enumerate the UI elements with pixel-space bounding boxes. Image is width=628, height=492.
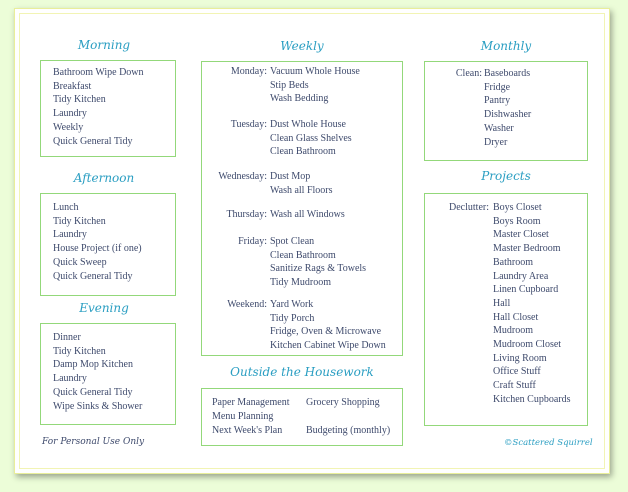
project-task: Bathroom <box>493 256 533 268</box>
evening-task: Tidy Kitchen <box>53 345 106 357</box>
weekly-day-label: Friday: <box>238 236 267 247</box>
morning-task: Laundry <box>53 108 87 120</box>
project-task: Laundry Area <box>493 270 549 282</box>
morning-task: Tidy Kitchen <box>53 94 106 106</box>
brand-logo: ©Scattered Squirrel <box>504 438 593 448</box>
weekly-task: Tidy Mudroom <box>270 277 332 289</box>
weekly-day-label: Monday: <box>230 66 267 77</box>
afternoon-task: Lunch <box>53 202 79 213</box>
project-task: Office Stuff <box>493 366 541 378</box>
weekly-task: Vacuum Whole House <box>270 66 360 77</box>
weekly-task: Spot Clean <box>270 236 315 247</box>
monthly-heading: Monthly <box>480 39 532 53</box>
project-task: Linen Cupboard <box>493 284 559 296</box>
monthly-task: Dishwasher <box>484 109 532 121</box>
morning-task: Breakfast <box>53 80 92 92</box>
morning-task: Bathroom Wipe Down <box>53 67 144 78</box>
weekly-day-row <box>204 235 366 290</box>
weekly-task: Tidy Porch <box>270 312 315 324</box>
project-task: Master Bedroom <box>493 243 561 255</box>
weekly-day-label: Wednesday: <box>218 171 267 182</box>
weekly-day-row <box>204 170 333 197</box>
afternoon-task: Quick Sweep <box>53 256 107 268</box>
weekly-day-row <box>204 208 345 222</box>
afternoon-task-list <box>53 201 142 283</box>
project-task: Mudroom Closet <box>493 339 562 351</box>
monthly-task: Washer <box>484 122 514 134</box>
project-task: Craft Stuff <box>493 380 536 392</box>
morning-task: Weekly <box>53 121 84 133</box>
project-task: Mudroom <box>493 325 533 337</box>
morning-task: Quick General Tidy <box>53 135 133 147</box>
project-task: Hall Closet <box>493 311 539 323</box>
weekly-task: Clean Glass Shelves <box>270 132 352 144</box>
projects-heading: Projects <box>481 169 531 183</box>
evening-task-list <box>53 331 142 413</box>
weekly-task: Dust Mop <box>270 171 311 182</box>
weekly-day-row <box>204 118 352 159</box>
afternoon-heading: Afternoon <box>73 171 135 185</box>
weekly-day-label: Tuesday: <box>230 119 267 130</box>
outside-task: Next Week's Plan <box>212 425 283 436</box>
weekly-day-row <box>204 298 386 353</box>
weekly-task: Clean Bathroom <box>270 249 336 261</box>
project-task: Living Room <box>493 352 547 364</box>
monthly-task: Dryer <box>484 136 508 148</box>
monthly-clean-row <box>424 67 531 149</box>
monthly-task-list <box>484 67 531 149</box>
weekly-task: Dust Whole House <box>270 119 346 130</box>
afternoon-task: Laundry <box>53 229 87 241</box>
personal-use-note: For Personal Use Only <box>42 437 145 447</box>
monthly-label: Clean: <box>455 68 482 79</box>
project-task: Boys Room <box>493 215 541 227</box>
weekly-task: Kitchen Cabinet Wipe Down <box>270 340 386 352</box>
weekly-task: Stip Beds <box>270 79 309 91</box>
weekly-day-row <box>204 65 360 106</box>
morning-task-list <box>53 66 144 148</box>
afternoon-task: Quick General Tidy <box>53 270 133 282</box>
projects-declutter-row <box>424 201 571 407</box>
project-task: Master Closet <box>493 229 549 241</box>
evening-task: Laundry <box>53 373 87 385</box>
evening-heading: Evening <box>79 301 129 315</box>
monthly-task: Baseboards <box>484 68 531 79</box>
monthly-task: Fridge <box>484 81 511 93</box>
weekly-task: Wash Bedding <box>270 93 329 105</box>
morning-heading: Morning <box>77 38 131 52</box>
monthly-task: Pantry <box>484 95 511 107</box>
projects-task-list <box>493 201 571 407</box>
weekly-task: Wash all Floors <box>270 184 333 196</box>
outside-task: Budgeting (monthly) <box>306 425 391 436</box>
weekly-task: Wash all Windows <box>270 209 345 220</box>
project-task: Kitchen Cupboards <box>493 393 571 405</box>
projects-label: Declutter: <box>449 202 489 213</box>
evening-task: Damp Mop Kitchen <box>53 359 133 371</box>
weekly-task: Yard Work <box>270 299 314 310</box>
evening-task: Quick General Tidy <box>53 386 133 398</box>
project-task: Hall <box>493 297 511 309</box>
outside-task: Menu Planning <box>212 411 274 422</box>
weekly-heading: Weekly <box>280 39 324 53</box>
outside-task: Paper Management <box>212 397 290 408</box>
weekly-day-label: Thursday: <box>226 209 267 220</box>
afternoon-task: Tidy Kitchen <box>53 215 106 227</box>
evening-task: Wipe Sinks & Shower <box>53 400 143 412</box>
project-task: Boys Closet <box>493 202 542 213</box>
weekly-day-label: Weekend: <box>227 299 267 310</box>
weekly-task: Sanitize Rags & Towels <box>270 263 367 275</box>
weekly-task: Clean Bathroom <box>270 146 336 158</box>
afternoon-task: House Project (if one) <box>53 243 142 255</box>
evening-task: Dinner <box>53 332 81 343</box>
weekly-task: Fridge, Oven & Microwave <box>270 326 382 338</box>
outside-heading: Outside the Housework <box>230 365 374 379</box>
outside-task: Grocery Shopping <box>306 397 380 408</box>
